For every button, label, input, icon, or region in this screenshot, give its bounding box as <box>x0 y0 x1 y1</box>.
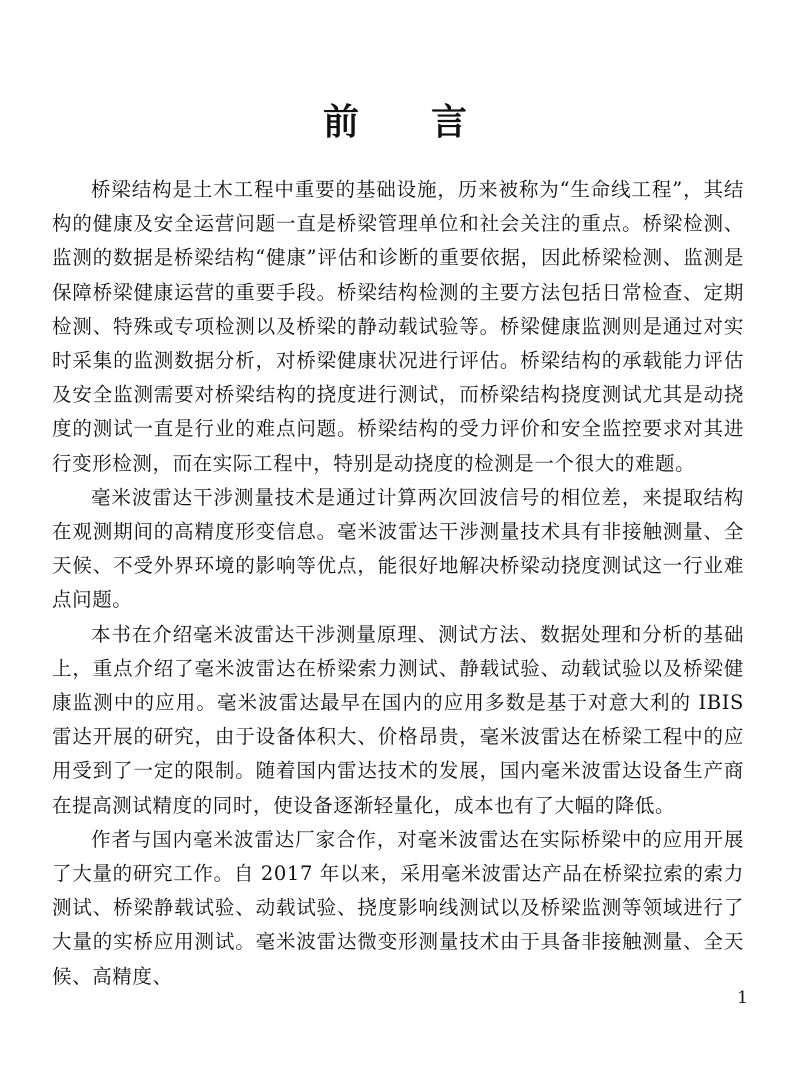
paragraph-3: 本书在介绍毫米波雷达干涉测量原理、测试方法、数据处理和分析的基础上，重点介绍了毫米波雷达在桥梁索力测试、静载试验、动载试验以及桥梁健康监测中的应用。毫米波雷达最早在国内的应用多数是基于对意大利的 IBIS 雷达开展的研究，由于设备体积大、价格昂贵，毫米波雷达在桥梁工程中的应用受到了一定的限制。随着国内雷达技术的发展，国内毫米波雷达设备生产商在提高测试精度的同时，使设备逐渐轻量化，成本也有了大幅的降低。 <box>52 622 744 817</box>
preface-body <box>52 173 744 994</box>
paragraph-1: 桥梁结构是土木工程中重要的基础设施，历来被称为“生命线工程”，其结构的健康及安全运营问题一直是桥梁管理单位和社会关注的重点。桥梁检测、监测的数据是桥梁结构“健康”评估和诊断的重要依据，因此桥梁检测、监测是保障桥梁健康运营的重要手段。桥梁结构检测的主要方法包括日常检查、定期检测、特殊或专项检测以及桥梁的静动载试验等。桥梁健康监测则是通过对实时采集的监测数据分析，对桥梁健康状况进行评估。桥梁结构的承载能力评估及安全监测需要对桥梁结构的挠度进行测试，而桥梁结构挠度测试尤其是动挠度的测试一直是行业的难点问题。桥梁结构的受力评价和安全监控要求对其进行变形检测，而在实际工程中，特别是动挠度的检测是一个很大的难题。 <box>52 178 744 475</box>
title-char-1: 前 <box>322 101 359 143</box>
page-number: 1 <box>737 988 748 1008</box>
paragraph-2: 毫米波雷达干涉测量技术是通过计算两次回波信号的相位差，来提取结构在观测期间的高精度形变信息。毫米波雷达干涉测量技术具有非接触测量、全天候、不受外界环境的影响等优点，能很好地解决桥梁动挠度测试这一行业难点问题。 <box>52 485 744 612</box>
title-char-2: 言 <box>431 101 468 143</box>
paragraph-4: 作者与国内毫米波雷达厂家合作，对毫米波雷达在实际桥梁中的应用开展了大量的研究工作。自 2017 年以来，采用毫米波雷达产品在桥梁拉索的索力测试、桥梁静载试验、动载试验、挠度影响线测试以及桥梁监测等领域进行了大量的实桥应用测试。毫米波雷达微变形测量技术由于具备非接触测量、全天候、高精度、 <box>52 827 744 988</box>
page-title <box>0 98 790 146</box>
